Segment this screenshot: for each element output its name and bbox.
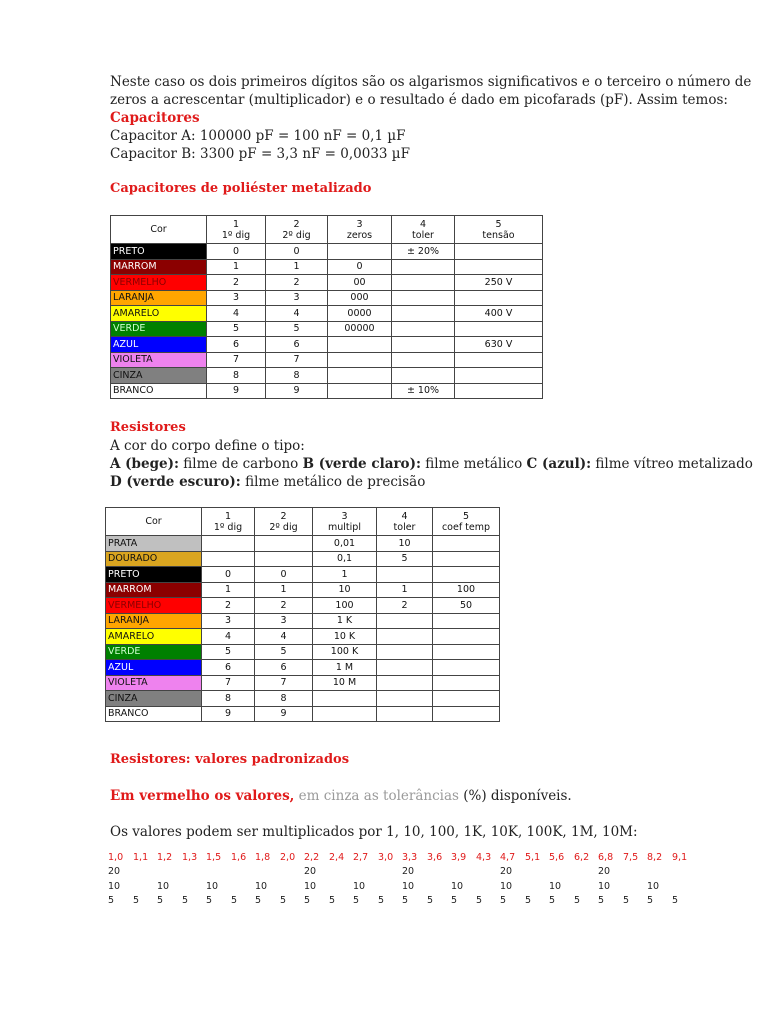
table-row — [106, 629, 500, 645]
column-header — [202, 508, 255, 536]
standard-value-cell: 5 — [329, 895, 336, 906]
table-cell: 1 — [266, 259, 328, 275]
table-cell: 0,1 — [313, 551, 377, 567]
standard-value-cell: 5 — [500, 895, 507, 906]
table-cell — [392, 368, 455, 384]
table-cell: 5 — [202, 644, 255, 660]
color-swatch-cell: AMARELO — [111, 306, 207, 322]
table-cell — [392, 259, 455, 275]
standard-value-cell: 20 — [304, 866, 317, 877]
table-cell — [313, 691, 377, 707]
table-cell — [377, 629, 433, 645]
color-swatch-cell: VIOLETA — [106, 675, 202, 691]
column-header-number: Cor — [150, 224, 167, 235]
type-a-label: A (bege): — [110, 456, 179, 472]
table-cell: 2 — [266, 275, 328, 291]
table-cell: 6 — [255, 660, 313, 676]
table-cell — [328, 383, 392, 399]
table-cell: 4 — [255, 629, 313, 645]
table-cell — [377, 660, 433, 676]
color-swatch-cell: VERMELHO — [106, 598, 202, 614]
table-cell — [202, 551, 255, 567]
table-header-row — [111, 216, 543, 244]
standard-value-cell: 8,2 — [647, 852, 663, 863]
standard-value-cell: 5 — [378, 895, 385, 906]
table-cell: 0 — [202, 567, 255, 583]
table-header-row — [106, 508, 500, 536]
table-cell: 250 V — [455, 275, 543, 291]
standard-value-cell: 10 — [206, 881, 219, 892]
polyester-table-wrap — [110, 215, 543, 399]
table-row — [111, 383, 543, 399]
standard-value-cell: 5 — [427, 895, 434, 906]
standard-value-cell: 20 — [108, 866, 121, 877]
resistor-types-line-2 — [110, 473, 753, 491]
table-cell: 0 — [255, 567, 313, 583]
standard-value-cell: 5 — [353, 895, 360, 906]
table-row — [111, 259, 543, 275]
column-header — [266, 216, 328, 244]
table-cell: 2 — [377, 598, 433, 614]
intro-paragraph — [110, 73, 751, 163]
table-cell: 000 — [328, 290, 392, 306]
table-cell — [377, 613, 433, 629]
table-cell: 100 — [433, 582, 500, 598]
table-row — [111, 275, 543, 291]
table-row — [111, 352, 543, 368]
column-header-number: 5 — [462, 510, 470, 522]
resistor-color-table — [105, 507, 500, 722]
standard-value-cell: 3,6 — [427, 852, 443, 863]
column-header-label: 1º dig — [213, 521, 243, 533]
table-cell: 1 M — [313, 660, 377, 676]
table-cell: ± 10% — [392, 383, 455, 399]
column-header-number: 5 — [495, 218, 502, 230]
table-cell: 7 — [255, 675, 313, 691]
polyester-heading: Capacitores de poliéster metalizado — [110, 181, 372, 196]
color-swatch-cell: VIOLETA — [111, 352, 207, 368]
standard-value-cell: 10 — [647, 881, 660, 892]
table-cell — [433, 629, 500, 645]
table-cell: 3 — [207, 290, 266, 306]
table-cell: 0 — [266, 244, 328, 260]
standard-value-cell: 3,0 — [378, 852, 394, 863]
column-header-label: toler — [412, 229, 434, 241]
standard-value-cell: 4,3 — [476, 852, 492, 863]
standard-value-cell: 10 — [549, 881, 562, 892]
color-swatch-cell: MARROM — [106, 582, 202, 598]
table-cell — [433, 551, 500, 567]
table-cell: 8 — [202, 691, 255, 707]
column-header-number: 3 — [341, 510, 348, 522]
table-cell: 9 — [255, 706, 313, 722]
capacitors-heading: Capacitores — [110, 110, 200, 126]
table-cell: 5 — [255, 644, 313, 660]
type-d-label: D (verde escuro): — [110, 474, 241, 490]
standard-value-cell: 5,1 — [525, 852, 541, 863]
table-cell: 8 — [266, 368, 328, 384]
table-cell — [433, 536, 500, 552]
column-header-number: 1 — [224, 510, 232, 522]
table-row — [106, 536, 500, 552]
table-cell: 9 — [202, 706, 255, 722]
column-header — [207, 216, 266, 244]
table-cell: 1 — [377, 582, 433, 598]
standard-value-cell: 1,2 — [157, 852, 173, 863]
table-cell: 100 K — [313, 644, 377, 660]
table-row — [111, 368, 543, 384]
table-cell: 1 — [207, 259, 266, 275]
table-cell: 50 — [433, 598, 500, 614]
column-header — [455, 216, 543, 244]
table-row — [106, 706, 500, 722]
column-header — [392, 216, 455, 244]
polyester-color-table — [110, 215, 543, 399]
tolerance-10-row — [108, 881, 708, 893]
table-cell — [377, 675, 433, 691]
table-cell — [433, 660, 500, 676]
table-cell: 6 — [202, 660, 255, 676]
table-cell: 4 — [202, 629, 255, 645]
standard-value-cell: 5 — [451, 895, 458, 906]
table-cell — [455, 290, 543, 306]
column-header-number: 4 — [401, 510, 408, 522]
color-swatch-cell: CINZA — [111, 368, 207, 384]
standard-value-cell: 1,1 — [133, 852, 149, 863]
standard-value-cell: 5 — [647, 895, 654, 906]
capacitor-a-line: Capacitor A: 100000 pF = 100 nF = 0,1 µF — [110, 128, 406, 144]
table-cell — [328, 337, 392, 353]
standard-value-cell: 2,7 — [353, 852, 369, 863]
standard-value-cell: 2,4 — [329, 852, 345, 863]
intro-line-2: zeros a acrescentar (multiplicador) e o resultado é dado em picofarads (pF). Assim temos: — [110, 92, 728, 108]
table-row — [106, 582, 500, 598]
standard-value-cell: 10 — [157, 881, 170, 892]
table-row — [111, 244, 543, 260]
standard-value-cell: 3,3 — [402, 852, 418, 863]
multiply-text: Os valores podem ser multiplicados por 1, 10, 100, 1K, 10K, 100K, 1M, 10M: — [110, 824, 638, 840]
standard-value-cell: 10 — [353, 881, 366, 892]
standard-value-cell: 5 — [255, 895, 262, 906]
standard-value-cell: 4,7 — [500, 852, 516, 863]
table-cell — [392, 337, 455, 353]
table-cell: 1 — [202, 582, 255, 598]
standard-value-cell: 5 — [231, 895, 238, 906]
note-gray-text: em cinza as tolerâncias — [294, 788, 459, 804]
table-cell: 630 V — [455, 337, 543, 353]
table-cell: 6 — [266, 337, 328, 353]
table-cell — [455, 259, 543, 275]
color-swatch-cell: VERDE — [111, 321, 207, 337]
capacitor-b-line: Capacitor B: 3300 pF = 3,3 nF = 0,0033 µF — [110, 146, 410, 162]
resistor-table-wrap — [105, 507, 500, 722]
table-cell: 00 — [328, 275, 392, 291]
table-cell — [433, 567, 500, 583]
table-cell: 10 M — [313, 675, 377, 691]
standard-value-cell: 5 — [206, 895, 213, 906]
table-cell: 0 — [207, 244, 266, 260]
standard-value-cell: 1,3 — [182, 852, 198, 863]
standard-value-cell: 2,0 — [280, 852, 296, 863]
table-cell: 1 — [313, 567, 377, 583]
table-row — [106, 675, 500, 691]
color-swatch-cell: VERDE — [106, 644, 202, 660]
standard-value-cell: 1,8 — [255, 852, 271, 863]
table-cell: 10 K — [313, 629, 377, 645]
standard-value-cell: 10 — [304, 881, 317, 892]
note-rest-text: (%) disponíveis. — [458, 788, 572, 804]
column-header-label: 1º dig — [221, 229, 251, 241]
column-header-label: 2º dig — [282, 229, 311, 241]
standard-values-heading: Resistores: valores padronizados — [110, 752, 350, 767]
table-cell: 0 — [328, 259, 392, 275]
table-cell: 5 — [266, 321, 328, 337]
column-header-number: 3 — [356, 218, 363, 230]
standard-value-cell: 20 — [500, 866, 513, 877]
note-red-text: Em vermelho os valores, — [110, 788, 295, 804]
resistor-types-line-1 — [110, 455, 753, 473]
standard-value-cell: 5 — [304, 895, 311, 906]
table-cell: 3 — [202, 613, 255, 629]
standard-value-cell: 5 — [402, 895, 409, 906]
standard-value-cell: 1,5 — [206, 852, 222, 863]
column-header — [106, 508, 202, 536]
table-cell: 2 — [202, 598, 255, 614]
resistors-heading: Resistores — [110, 420, 186, 435]
tolerance-20-row — [108, 866, 708, 878]
column-header-number: 4 — [419, 218, 427, 230]
table-cell: 4 — [266, 306, 328, 322]
standard-value-cell: 9,1 — [672, 852, 688, 863]
table-cell: 10 — [377, 536, 433, 552]
table-cell: 9 — [207, 383, 266, 399]
standard-value-cell: 5 — [280, 895, 287, 906]
table-cell: 4 — [207, 306, 266, 322]
table-cell — [433, 691, 500, 707]
column-header — [377, 508, 433, 536]
table-cell: 9 — [266, 383, 328, 399]
standard-value-cell: 1,0 — [108, 852, 124, 863]
table-cell: 7 — [202, 675, 255, 691]
color-swatch-cell: BRANCO — [106, 706, 202, 722]
standard-value-cell: 2,2 — [304, 852, 320, 863]
type-a-text: filme de carbono — [179, 456, 303, 472]
color-swatch-cell: AZUL — [111, 337, 207, 353]
type-c-label: C (azul): — [526, 456, 592, 472]
table-cell: 0000 — [328, 306, 392, 322]
type-b-label: B (verde claro): — [302, 456, 421, 472]
table-cell: 400 V — [455, 306, 543, 322]
standard-value-cell: 6,2 — [574, 852, 590, 863]
table-cell — [328, 244, 392, 260]
table-cell — [328, 352, 392, 368]
standard-value-cell: 1,6 — [231, 852, 247, 863]
table-cell: 100 — [313, 598, 377, 614]
tolerance-5-row — [108, 895, 708, 907]
table-row — [106, 567, 500, 583]
table-cell — [455, 321, 543, 337]
column-header-label: multipl — [328, 521, 361, 533]
standard-value-cell: 5 — [182, 895, 189, 906]
table-row — [111, 337, 543, 353]
table-row — [111, 321, 543, 337]
standard-value-cell: 5 — [598, 895, 605, 906]
standard-values-grid — [108, 852, 728, 912]
table-row — [106, 613, 500, 629]
color-swatch-cell: PRETO — [106, 567, 202, 583]
table-cell — [202, 536, 255, 552]
standard-value-cell: 6,8 — [598, 852, 614, 863]
column-header-label: toler — [393, 521, 416, 533]
table-cell: 8 — [255, 691, 313, 707]
column-header-label: coef temp — [441, 521, 491, 533]
table-cell — [313, 706, 377, 722]
table-cell — [255, 536, 313, 552]
table-cell: 7 — [266, 352, 328, 368]
table-cell — [328, 368, 392, 384]
standard-value-cell: 5 — [525, 895, 532, 906]
table-cell: ± 20% — [392, 244, 455, 260]
type-c-text: filme vítreo metalizado — [591, 456, 753, 472]
standard-value-cell: 10 — [402, 881, 415, 892]
type-d-text: filme metálico de precisão — [240, 474, 426, 490]
color-swatch-cell: LARANJA — [111, 290, 207, 306]
table-cell: 6 — [207, 337, 266, 353]
table-row — [106, 598, 500, 614]
table-row — [106, 660, 500, 676]
column-header — [433, 508, 500, 536]
standard-value-cell: 5,6 — [549, 852, 565, 863]
standard-value-cell: 20 — [402, 866, 415, 877]
column-header — [255, 508, 313, 536]
standard-value-cell: 5 — [672, 895, 679, 906]
table-cell: 8 — [207, 368, 266, 384]
standard-value-cell: 5 — [549, 895, 556, 906]
color-swatch-cell: VERMELHO — [111, 275, 207, 291]
color-swatch-cell: MARROM — [111, 259, 207, 275]
column-header-label: 2º dig — [269, 521, 298, 533]
table-cell: 3 — [255, 613, 313, 629]
standard-value-cell: 7,5 — [623, 852, 639, 863]
table-cell — [377, 644, 433, 660]
color-swatch-cell: LARANJA — [106, 613, 202, 629]
standard-values-row — [108, 852, 708, 864]
type-b-text: filme metálico — [420, 456, 527, 472]
color-swatch-cell: PRETO — [111, 244, 207, 260]
column-header — [111, 216, 207, 244]
column-header-number: 2 — [280, 510, 287, 522]
table-row — [111, 306, 543, 322]
intro-line-1: Neste caso os dois primeiros dígitos são os algarismos significativos e o terceiro o número de — [110, 74, 752, 90]
standard-value-cell: 10 — [598, 881, 611, 892]
table-cell — [255, 551, 313, 567]
column-header-number: 2 — [293, 218, 300, 230]
table-cell — [433, 675, 500, 691]
table-cell — [433, 613, 500, 629]
column-header — [313, 508, 377, 536]
table-cell — [377, 691, 433, 707]
table-row — [106, 644, 500, 660]
standard-value-cell: 10 — [108, 881, 121, 892]
table-cell: 5 — [207, 321, 266, 337]
table-cell — [392, 290, 455, 306]
table-cell: 10 — [313, 582, 377, 598]
standard-value-cell: 5 — [574, 895, 581, 906]
table-cell — [377, 567, 433, 583]
table-cell — [392, 352, 455, 368]
standard-value-cell: 10 — [500, 881, 513, 892]
table-cell — [455, 383, 543, 399]
column-header — [328, 216, 392, 244]
table-cell — [433, 706, 500, 722]
table-cell: 2 — [207, 275, 266, 291]
color-swatch-cell: AMARELO — [106, 629, 202, 645]
standard-note — [110, 787, 572, 805]
column-header-number: 1 — [232, 218, 240, 230]
column-header-label: zeros — [346, 229, 373, 241]
table-cell: 1 K — [313, 613, 377, 629]
table-cell — [392, 306, 455, 322]
table-cell — [392, 321, 455, 337]
color-swatch-cell: CINZA — [106, 691, 202, 707]
table-cell — [455, 244, 543, 260]
table-row — [106, 551, 500, 567]
standard-value-cell: 5 — [476, 895, 483, 906]
table-cell: 5 — [377, 551, 433, 567]
standard-value-cell: 20 — [598, 866, 611, 877]
table-row — [106, 691, 500, 707]
table-cell — [377, 706, 433, 722]
table-cell — [433, 644, 500, 660]
table-cell — [392, 275, 455, 291]
resistors-section — [110, 419, 753, 491]
table-cell: 00000 — [328, 321, 392, 337]
color-swatch-cell: PRATA — [106, 536, 202, 552]
resistors-body-intro: A cor do corpo define o tipo: — [110, 438, 305, 454]
table-cell: 7 — [207, 352, 266, 368]
standard-value-cell: 10 — [255, 881, 268, 892]
standard-value-cell: 5 — [157, 895, 164, 906]
standard-value-cell: 5 — [623, 895, 630, 906]
standard-value-cell: 3,9 — [451, 852, 467, 863]
table-cell — [455, 368, 543, 384]
table-row — [111, 290, 543, 306]
color-swatch-cell: DOURADO — [106, 551, 202, 567]
table-cell — [455, 352, 543, 368]
column-header-number: Cor — [145, 516, 162, 527]
color-swatch-cell: AZUL — [106, 660, 202, 676]
table-cell: 1 — [255, 582, 313, 598]
standard-value-cell: 5 — [133, 895, 140, 906]
table-cell: 2 — [255, 598, 313, 614]
standard-value-cell: 10 — [451, 881, 464, 892]
column-header-label: tensão — [482, 229, 515, 241]
table-cell: 0,01 — [313, 536, 377, 552]
color-swatch-cell: BRANCO — [111, 383, 207, 399]
standard-value-cell: 5 — [108, 895, 115, 906]
table-cell: 3 — [266, 290, 328, 306]
